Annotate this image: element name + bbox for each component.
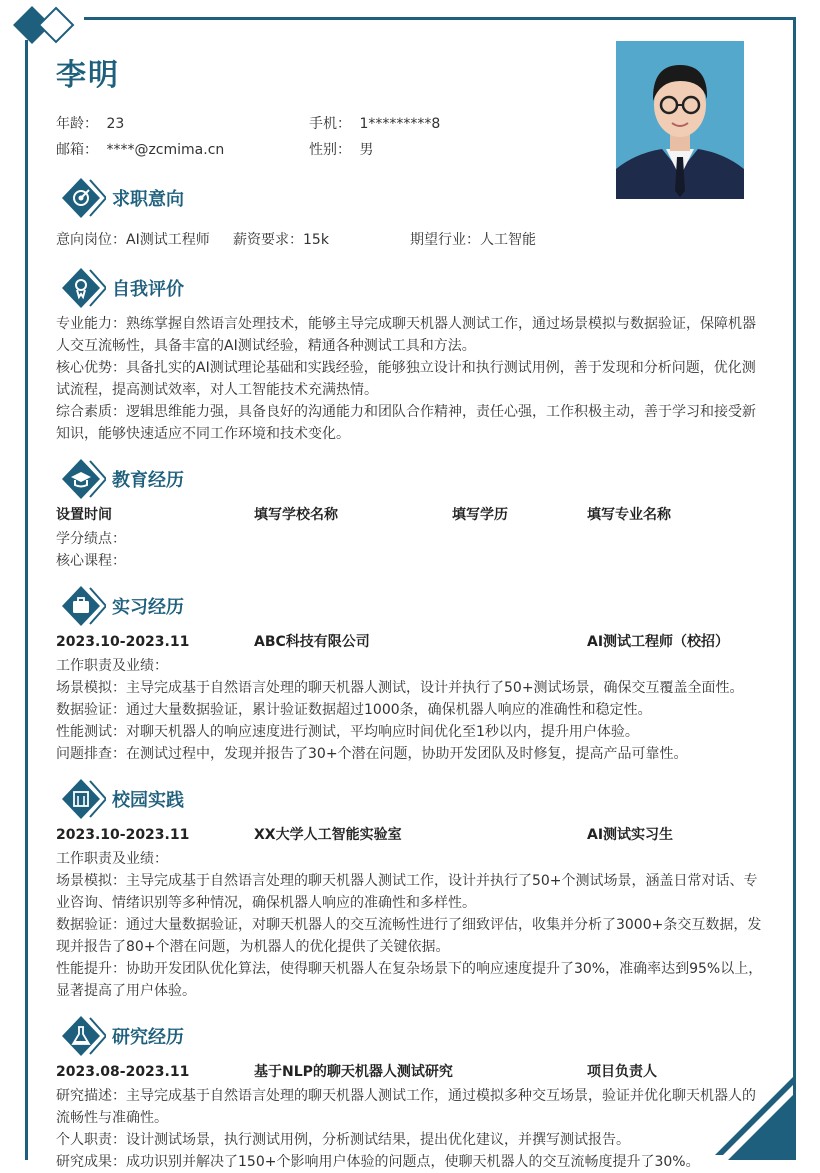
age-label: 年龄： (56, 116, 98, 132)
section-header-self-eval (60, 266, 184, 310)
flask-icon (60, 1014, 106, 1058)
phone-row (309, 113, 440, 133)
edu-degree: 填写学历 (452, 507, 508, 523)
edu-school: 填写学校名称 (254, 507, 338, 523)
edu-courses: 核心课程： (56, 553, 126, 569)
section-title-internship: 实习经历 (112, 597, 184, 618)
building-icon (60, 777, 106, 821)
edu-gpa: 学分绩点： (56, 531, 126, 547)
research-result: 研究成果：成功识别并解决了150+个影响用户体验的问题点，使聊天机器人的交互流畅度提升了30%。 (56, 1154, 700, 1170)
research-date: 2023.08-2023.11 (56, 1064, 190, 1080)
section-title-self-eval: 自我评价 (112, 279, 184, 300)
section-header-campus (60, 777, 184, 821)
intent-position: 意向岗位：AI测试工程师 (56, 232, 210, 248)
user-badge-icon (60, 266, 106, 310)
intern-date: 2023.10-2023.11 (56, 634, 190, 650)
self-eval-paragraph (56, 313, 768, 445)
campus-date: 2023.10-2023.11 (56, 827, 190, 843)
corner-diamond-logo (10, 2, 82, 48)
intent-industry: 期望行业：人工智能 (410, 232, 536, 248)
briefcase-icon (60, 584, 106, 628)
self-eval-quality: 综合素质：逻辑思维能力强，具备良好的沟通能力和团队合作精神，责任心强，工作积极主动，善于学习和接受新知识，能够快速适应不同工作环境和技术变化。 (56, 404, 756, 442)
research-description: 研究描述：主导完成基于自然语言处理的聊天机器人测试工作，通过模拟多种交互场景，验证并优化聊天机器人的流畅性与准确性。 (56, 1088, 756, 1126)
section-title-education: 教育经历 (112, 470, 184, 491)
section-header-intent (60, 176, 184, 220)
intern-duties-label: 工作职责及业绩： (56, 658, 168, 674)
campus-duty-performance: 性能提升：协助开发团队优化算法，使得聊天机器人在复杂场景下的响应速度提升了30%，准确率达到95%以上，显著提高了用户体验。 (56, 961, 763, 999)
gender-row (309, 139, 373, 159)
campus-duties-label: 工作职责及业绩： (56, 851, 168, 867)
frame-right-border (793, 17, 796, 1160)
email-value: ****@zcmima.cn (106, 142, 225, 158)
campus-org: XX大学人工智能实验室 (254, 827, 402, 843)
campus-role: AI测试实习生 (587, 827, 674, 843)
section-title-research: 研究经历 (112, 1027, 184, 1048)
gender-value: 男 (359, 142, 374, 158)
intern-company: ABC科技有限公司 (254, 634, 370, 650)
self-eval-core-strength: 核心优势：具备扎实的AI测试理论基础和实践经验，能够独立设计和执行测试用例，善于发现和分析问题，优化测试流程，提高测试效率，对人工智能技术充满热情。 (56, 360, 756, 398)
intern-duty-troubleshoot: 问题排查：在测试过程中，发现并报告了30+个潜在问题，协助开发团队及时修复，提高产品可靠性。 (56, 746, 688, 762)
email-row (56, 139, 224, 159)
frame-top-border (84, 17, 796, 20)
research-duty: 个人职责：设计测试场景，执行测试用例，分析测试结果，提出优化建议，并撰写测试报告。 (56, 1132, 630, 1148)
frame-left-border (25, 40, 28, 1160)
profile-photo (616, 41, 744, 199)
campus-duties (56, 848, 768, 1002)
phone-value: 1*********8 (359, 116, 441, 132)
self-eval-professional: 专业能力：熟练掌握自然语言处理技术，能够主导完成聊天机器人测试工作，通过场景模拟与数据验证，保障机器人交互流畅性，具备丰富的AI测试经验，精通各种测试工具和方法。 (56, 316, 756, 354)
section-header-research (60, 1014, 184, 1058)
email-label: 邮箱： (56, 142, 98, 158)
intern-role: AI测试工程师（校招） (587, 634, 730, 650)
gender-label: 性别： (309, 142, 351, 158)
age-row (56, 113, 124, 133)
intent-salary: 薪资要求：15k (233, 232, 329, 248)
phone-label: 手机： (309, 116, 351, 132)
section-header-internship (60, 584, 184, 628)
section-title-intent: 求职意向 (112, 189, 184, 210)
research-role: 项目负责人 (587, 1064, 657, 1080)
section-title-campus: 校园实践 (112, 790, 184, 811)
intern-duty-scenario: 场景模拟：主导完成基于自然语言处理的聊天机器人测试，设计并执行了50+测试场景，确保交互覆盖全面性。 (56, 680, 744, 696)
intern-duty-performance: 性能测试：对聊天机器人的响应速度进行测试，平均响应时间优化至1秒以内，提升用户体验。 (56, 724, 639, 740)
research-project: 基于NLP的聊天机器人测试研究 (254, 1064, 453, 1080)
candidate-name: 李明 (56, 58, 120, 93)
campus-duty-scenario: 场景模拟：主导完成基于自然语言处理的聊天机器人测试工作，设计并执行了50+个测试场景，涵盖日常对话、专业咨询、情绪识别等多种情况，确保机器人响应的准确性和多样性。 (56, 873, 758, 911)
intern-duties (56, 655, 768, 765)
intern-duty-data: 数据验证：通过大量数据验证，累计验证数据超过1000条，确保机器人响应的准确性和稳定性。 (56, 702, 652, 718)
target-icon (60, 176, 106, 220)
edu-time: 设置时间 (56, 507, 112, 523)
age-value: 23 (106, 116, 125, 132)
edu-major: 填写专业名称 (587, 507, 671, 523)
section-header-education (60, 457, 184, 501)
campus-duty-data: 数据验证：通过大量数据验证，对聊天机器人的交互流畅性进行了细致评估，收集并分析了3000+条交互数据，发现并报告了80+个潜在问题，为机器人的优化提供了关键依据。 (56, 917, 762, 955)
graduation-cap-icon (60, 457, 106, 501)
